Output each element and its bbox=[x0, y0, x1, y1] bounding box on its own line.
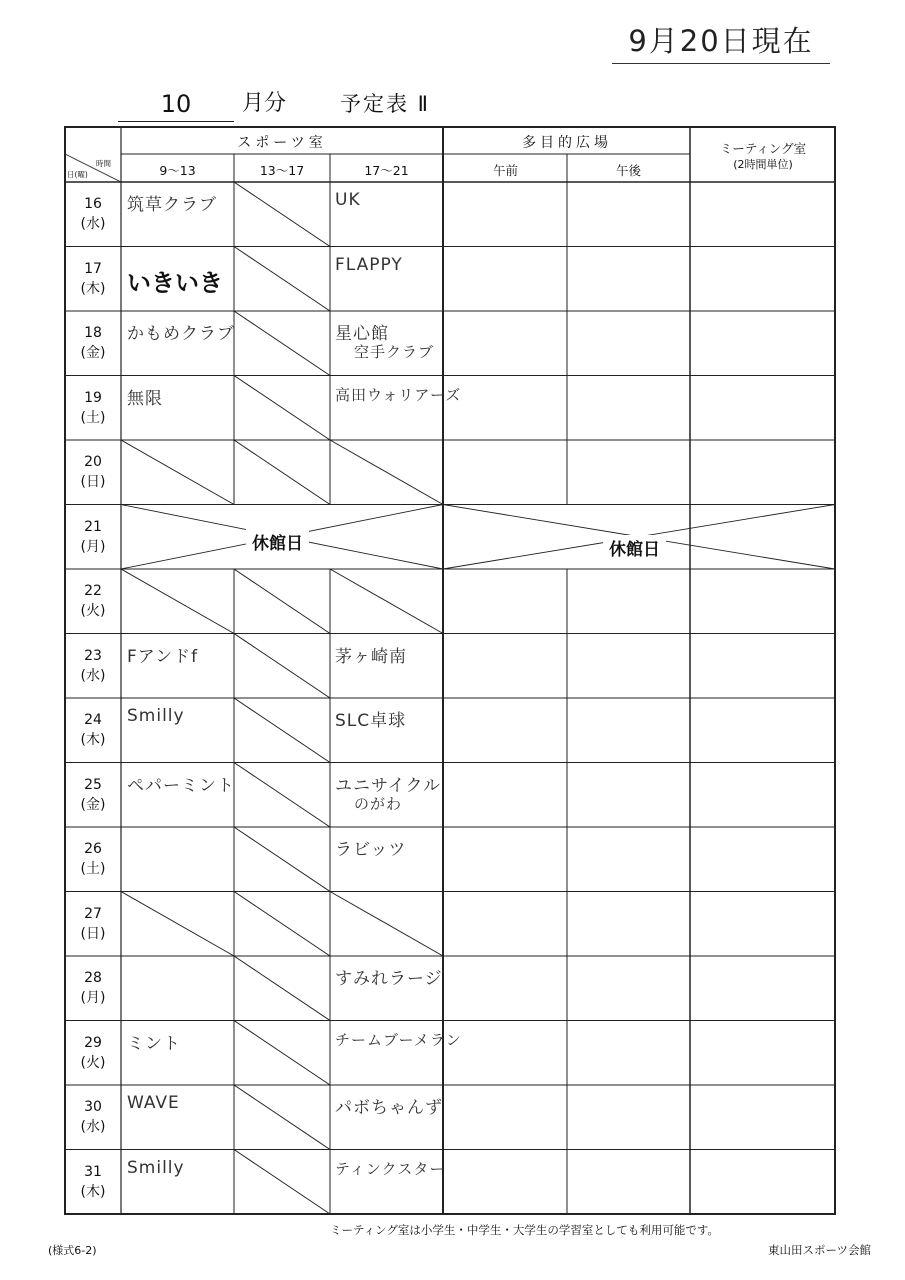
row-day-number: 26 bbox=[84, 841, 102, 857]
unavailable-slash bbox=[234, 634, 330, 699]
unavailable-slash bbox=[234, 569, 330, 634]
row-day-number: 28 bbox=[84, 970, 102, 986]
header-afternoon: 午後 bbox=[615, 163, 641, 178]
row-weekday: (金) bbox=[80, 345, 106, 361]
header-sports-room: スポーツ室 bbox=[237, 135, 327, 151]
row-weekday: (火) bbox=[80, 603, 106, 619]
row-weekday: (水) bbox=[80, 667, 106, 684]
as-of-date: 9月20日現在 bbox=[612, 22, 830, 64]
unavailable-slash bbox=[121, 440, 234, 505]
row-weekday: (日) bbox=[80, 474, 106, 490]
month-suffix: 月分 bbox=[242, 91, 287, 116]
meeting-room-note: ミーティング室は小学生・中学生・大学生の学習室としても利用可能です。 bbox=[330, 1223, 719, 1237]
closed-day-label-sports: 休館日 bbox=[246, 529, 309, 554]
unavailable-slash bbox=[234, 182, 330, 247]
row-weekday: (土) bbox=[80, 861, 106, 877]
unavailable-slash bbox=[234, 956, 330, 1021]
header-slot-2: 13～17 bbox=[259, 163, 305, 178]
row-day-number: 16 bbox=[84, 196, 102, 212]
unavailable-slash bbox=[234, 763, 330, 828]
booking-slot-3: FLAPPY bbox=[335, 254, 403, 275]
booking-slot-1: かもめクラブ bbox=[127, 324, 235, 344]
booking-slot-3: UK bbox=[335, 190, 361, 210]
row-weekday: (木) bbox=[80, 732, 106, 748]
booking-slot-1: Smilly bbox=[127, 1157, 185, 1178]
row-day-number: 23 bbox=[84, 647, 102, 664]
booking-slot-1: ペパーミント bbox=[127, 775, 235, 796]
unavailable-slash bbox=[330, 569, 443, 634]
row-day-number: 20 bbox=[84, 454, 102, 470]
booking-slot-1: Smilly bbox=[127, 706, 185, 726]
sheet-title: 予定表 Ⅱ bbox=[340, 92, 431, 116]
header-multi-plaza: 多目的広場 bbox=[522, 135, 612, 151]
unavailable-slash bbox=[121, 569, 234, 634]
booking-slot-3: 高田ウォリアーズ bbox=[335, 385, 462, 404]
closed-day-label-plaza: 休館日 bbox=[603, 535, 666, 560]
row-day-number: 19 bbox=[84, 389, 102, 406]
unavailable-slash bbox=[234, 376, 330, 441]
row-weekday: (土) bbox=[80, 409, 106, 426]
corner-day-label: 日(曜) bbox=[67, 170, 88, 179]
header-meeting-room: ミーティング室 bbox=[719, 141, 807, 156]
row-weekday: (月) bbox=[80, 538, 106, 555]
row-day-number: 21 bbox=[84, 518, 102, 535]
unavailable-slash bbox=[330, 440, 443, 505]
row-weekday: (金) bbox=[80, 796, 106, 813]
header-slot-3: 17～21 bbox=[364, 163, 409, 178]
row-day-number: 22 bbox=[84, 583, 102, 599]
unavailable-slash bbox=[234, 1021, 330, 1086]
form-number: (様式6-2) bbox=[48, 1244, 97, 1257]
row-day-number: 25 bbox=[84, 776, 102, 793]
row-day-number: 24 bbox=[84, 712, 102, 728]
unavailable-slash bbox=[234, 247, 330, 312]
booking-slot-3-line2: のがわ bbox=[354, 794, 403, 813]
header-meeting-room-note: (2時間単位) bbox=[733, 158, 793, 171]
unavailable-slash bbox=[234, 440, 330, 505]
booking-slot-3: すみれラージ bbox=[335, 969, 443, 989]
row-day-number: 30 bbox=[84, 1099, 102, 1115]
row-day-number: 29 bbox=[84, 1034, 102, 1051]
row-day-number: 17 bbox=[84, 260, 102, 277]
row-weekday: (木) bbox=[80, 1183, 106, 1200]
unavailable-slash bbox=[234, 827, 330, 892]
row-weekday: (月) bbox=[80, 990, 106, 1006]
booking-slot-3: ユニサイクル bbox=[335, 775, 441, 796]
unavailable-slash bbox=[234, 1150, 330, 1215]
unavailable-slash bbox=[234, 311, 330, 376]
unavailable-slash bbox=[330, 892, 443, 957]
row-weekday: (水) bbox=[80, 1119, 106, 1135]
corner-time-label: 時間 bbox=[96, 159, 111, 168]
unavailable-slash bbox=[234, 698, 330, 763]
row-day-number: 27 bbox=[84, 905, 102, 922]
booking-slot-3: ティンクスター bbox=[335, 1159, 446, 1178]
booking-slot-1: 無限 bbox=[127, 388, 163, 409]
booking-slot-1: ミント bbox=[127, 1033, 181, 1054]
booking-slot-3-line2: 空手クラブ bbox=[354, 343, 435, 361]
header-slot-1: 9～13 bbox=[159, 163, 196, 178]
booking-slot-3: 茅ヶ崎南 bbox=[335, 646, 407, 667]
booking-slot-1: WAVE bbox=[127, 1093, 180, 1113]
organization-name: 東山田スポーツ会館 bbox=[768, 1243, 872, 1257]
booking-slot-1: いきいき bbox=[127, 268, 223, 297]
row-weekday: (水) bbox=[80, 216, 106, 232]
booking-slot-1: 筑草クラブ bbox=[127, 195, 217, 215]
booking-slot-3: 星心館 bbox=[335, 324, 389, 344]
row-day-number: 31 bbox=[84, 1163, 102, 1180]
booking-slot-3: ラビッツ bbox=[335, 840, 407, 860]
row-weekday: (木) bbox=[80, 280, 106, 297]
month-number: 10 bbox=[118, 88, 234, 122]
header-morning: 午前 bbox=[492, 163, 518, 178]
booking-slot-3: チームブーメラン bbox=[335, 1030, 462, 1049]
row-day-number: 18 bbox=[84, 325, 102, 341]
booking-slot-1: Fアンドf bbox=[127, 646, 199, 667]
unavailable-slash bbox=[234, 892, 330, 957]
row-weekday: (日) bbox=[80, 925, 106, 942]
booking-slot-3: SLC卓球 bbox=[335, 711, 407, 731]
booking-slot-3: パボちゃんず bbox=[335, 1098, 443, 1118]
unavailable-slash bbox=[121, 892, 234, 957]
row-weekday: (火) bbox=[80, 1054, 106, 1071]
unavailable-slash bbox=[234, 1085, 330, 1150]
